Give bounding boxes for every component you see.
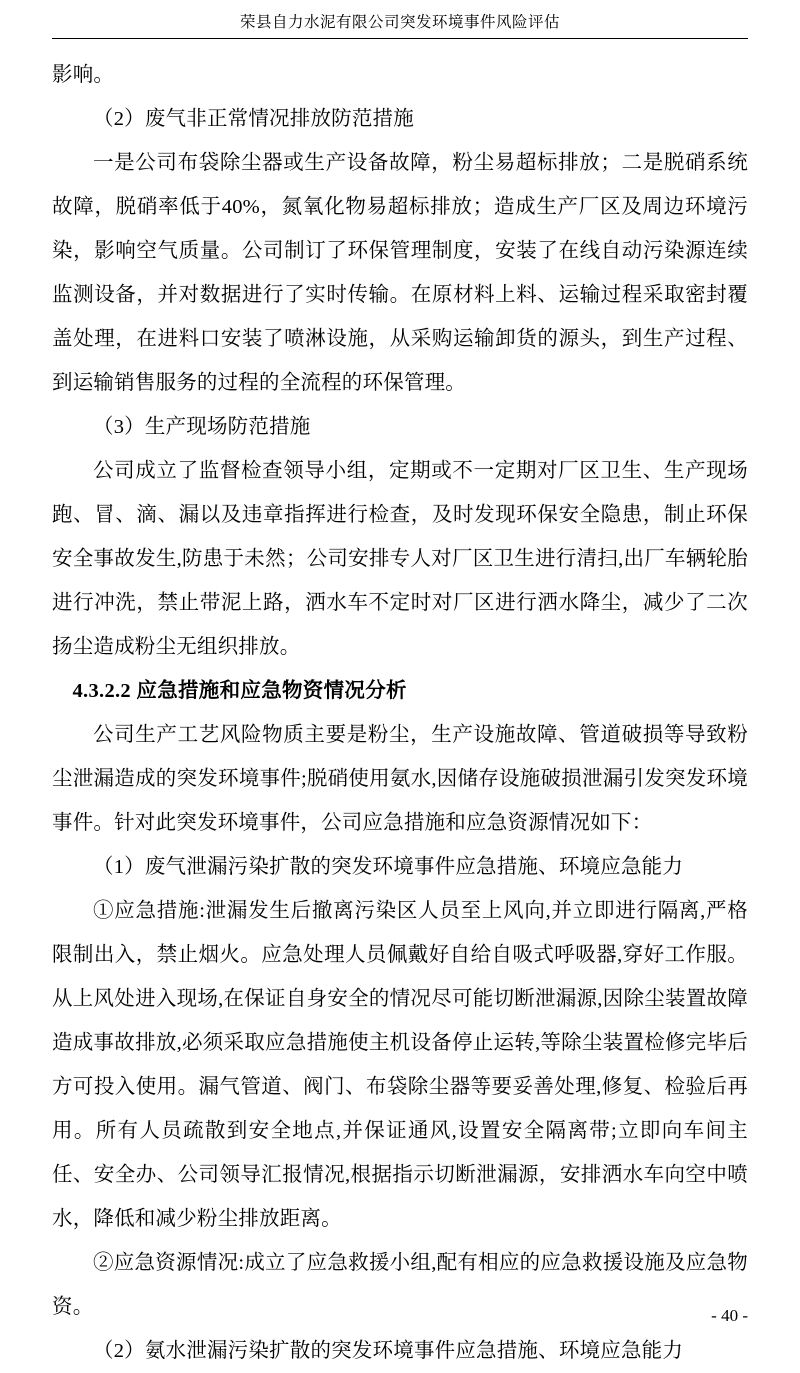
paragraph: 公司成立了监督检查领导小组，定期或不一定期对厂区卫生、生产现场跑、冒、滴、漏以及违章指挥进行检查，及时发现环保安全隐患，制止环保安全事故发生,防患于未然；公司安排专人对厂区卫生进行清扫,出厂车辆轮胎进行冲洗，禁止带泥上路，洒水车不定时对厂区进行洒水降尘，减少了二次扬尘造成粉尘无组织排放。 xyxy=(52,460,748,658)
paragraph: （1）废气泄漏污染扩散的突发环境事件应急措施、环境应急能力 xyxy=(93,856,684,878)
paragraph: ①应急措施:泄漏发生后撤离污染区人员至上风向,并立即进行隔离,严格限制出入，禁止烟火。应急处理人员佩戴好自给自吸式呼吸器,穿好工作服。从上风处进入现场,在保证自身安全的情况尽可能切断泄漏源,因除尘装置故障造成事故排放,必须采取应急措施使主机设备停止运转,等除尘装置检修完毕后方可投入使用。漏气管道、阀门、布袋除尘器等要妥善处理,修复、检验后再用。所有人员疏散到安全地点,并保证通风,设置安全隔离带;立即向车间主任、安全办、公司领导汇报情况,根据指示切断泄漏源，安排洒水车向空中喷水，降低和减少粉尘排放距离。 xyxy=(52,900,748,1230)
paragraph: 一是公司布袋除尘器或生产设备故障，粉尘易超标排放；二是脱硝系统故障，脱硝率低于40%，氮氧化物易超标排放；造成生产厂区及周边环境污染，影响空气质量。公司制订了环保管理制度，安装了在线自动污染源连续监测设备，并对数据进行了实时传输。在原材料上料、运输过程采取密封覆盖处理，在进料口安装了喷淋设施，从采购运输卸货的源头，到生产过程、到运输销售服务的过程的全流程的环保管理。 xyxy=(52,152,748,394)
document-body xyxy=(52,53,748,1373)
section-heading: 4.3.2.2 应急措施和应急物资情况分析 xyxy=(72,680,407,702)
paragraph: ②应急资源情况:成立了应急救援小组,配有相应的应急救援设施及应急物资。 xyxy=(52,1252,748,1318)
paragraph: 公司生产工艺风险物质主要是粉尘，生产设施故障、管道破损等导致粉尘泄漏造成的突发环境事件;脱硝使用氨水,因储存设施破损泄漏引发突发环境事件。针对此突发环境事件，公司应急措施和应急资源情况如下： xyxy=(52,724,748,834)
header-divider xyxy=(52,38,748,39)
page-number: - 40 - xyxy=(711,1306,748,1325)
paragraph: （2）氨水泄漏污染扩散的突发环境事件应急措施、环境应急能力 xyxy=(93,1340,684,1362)
paragraph: （3）生产现场防范措施 xyxy=(93,416,311,438)
paragraph: （2）废气非正常情况排放防范措施 xyxy=(93,108,414,130)
paragraph: 影响。 xyxy=(52,64,115,86)
page-header: 荣县自力水泥有限公司突发环境事件风险评估 xyxy=(239,14,560,31)
